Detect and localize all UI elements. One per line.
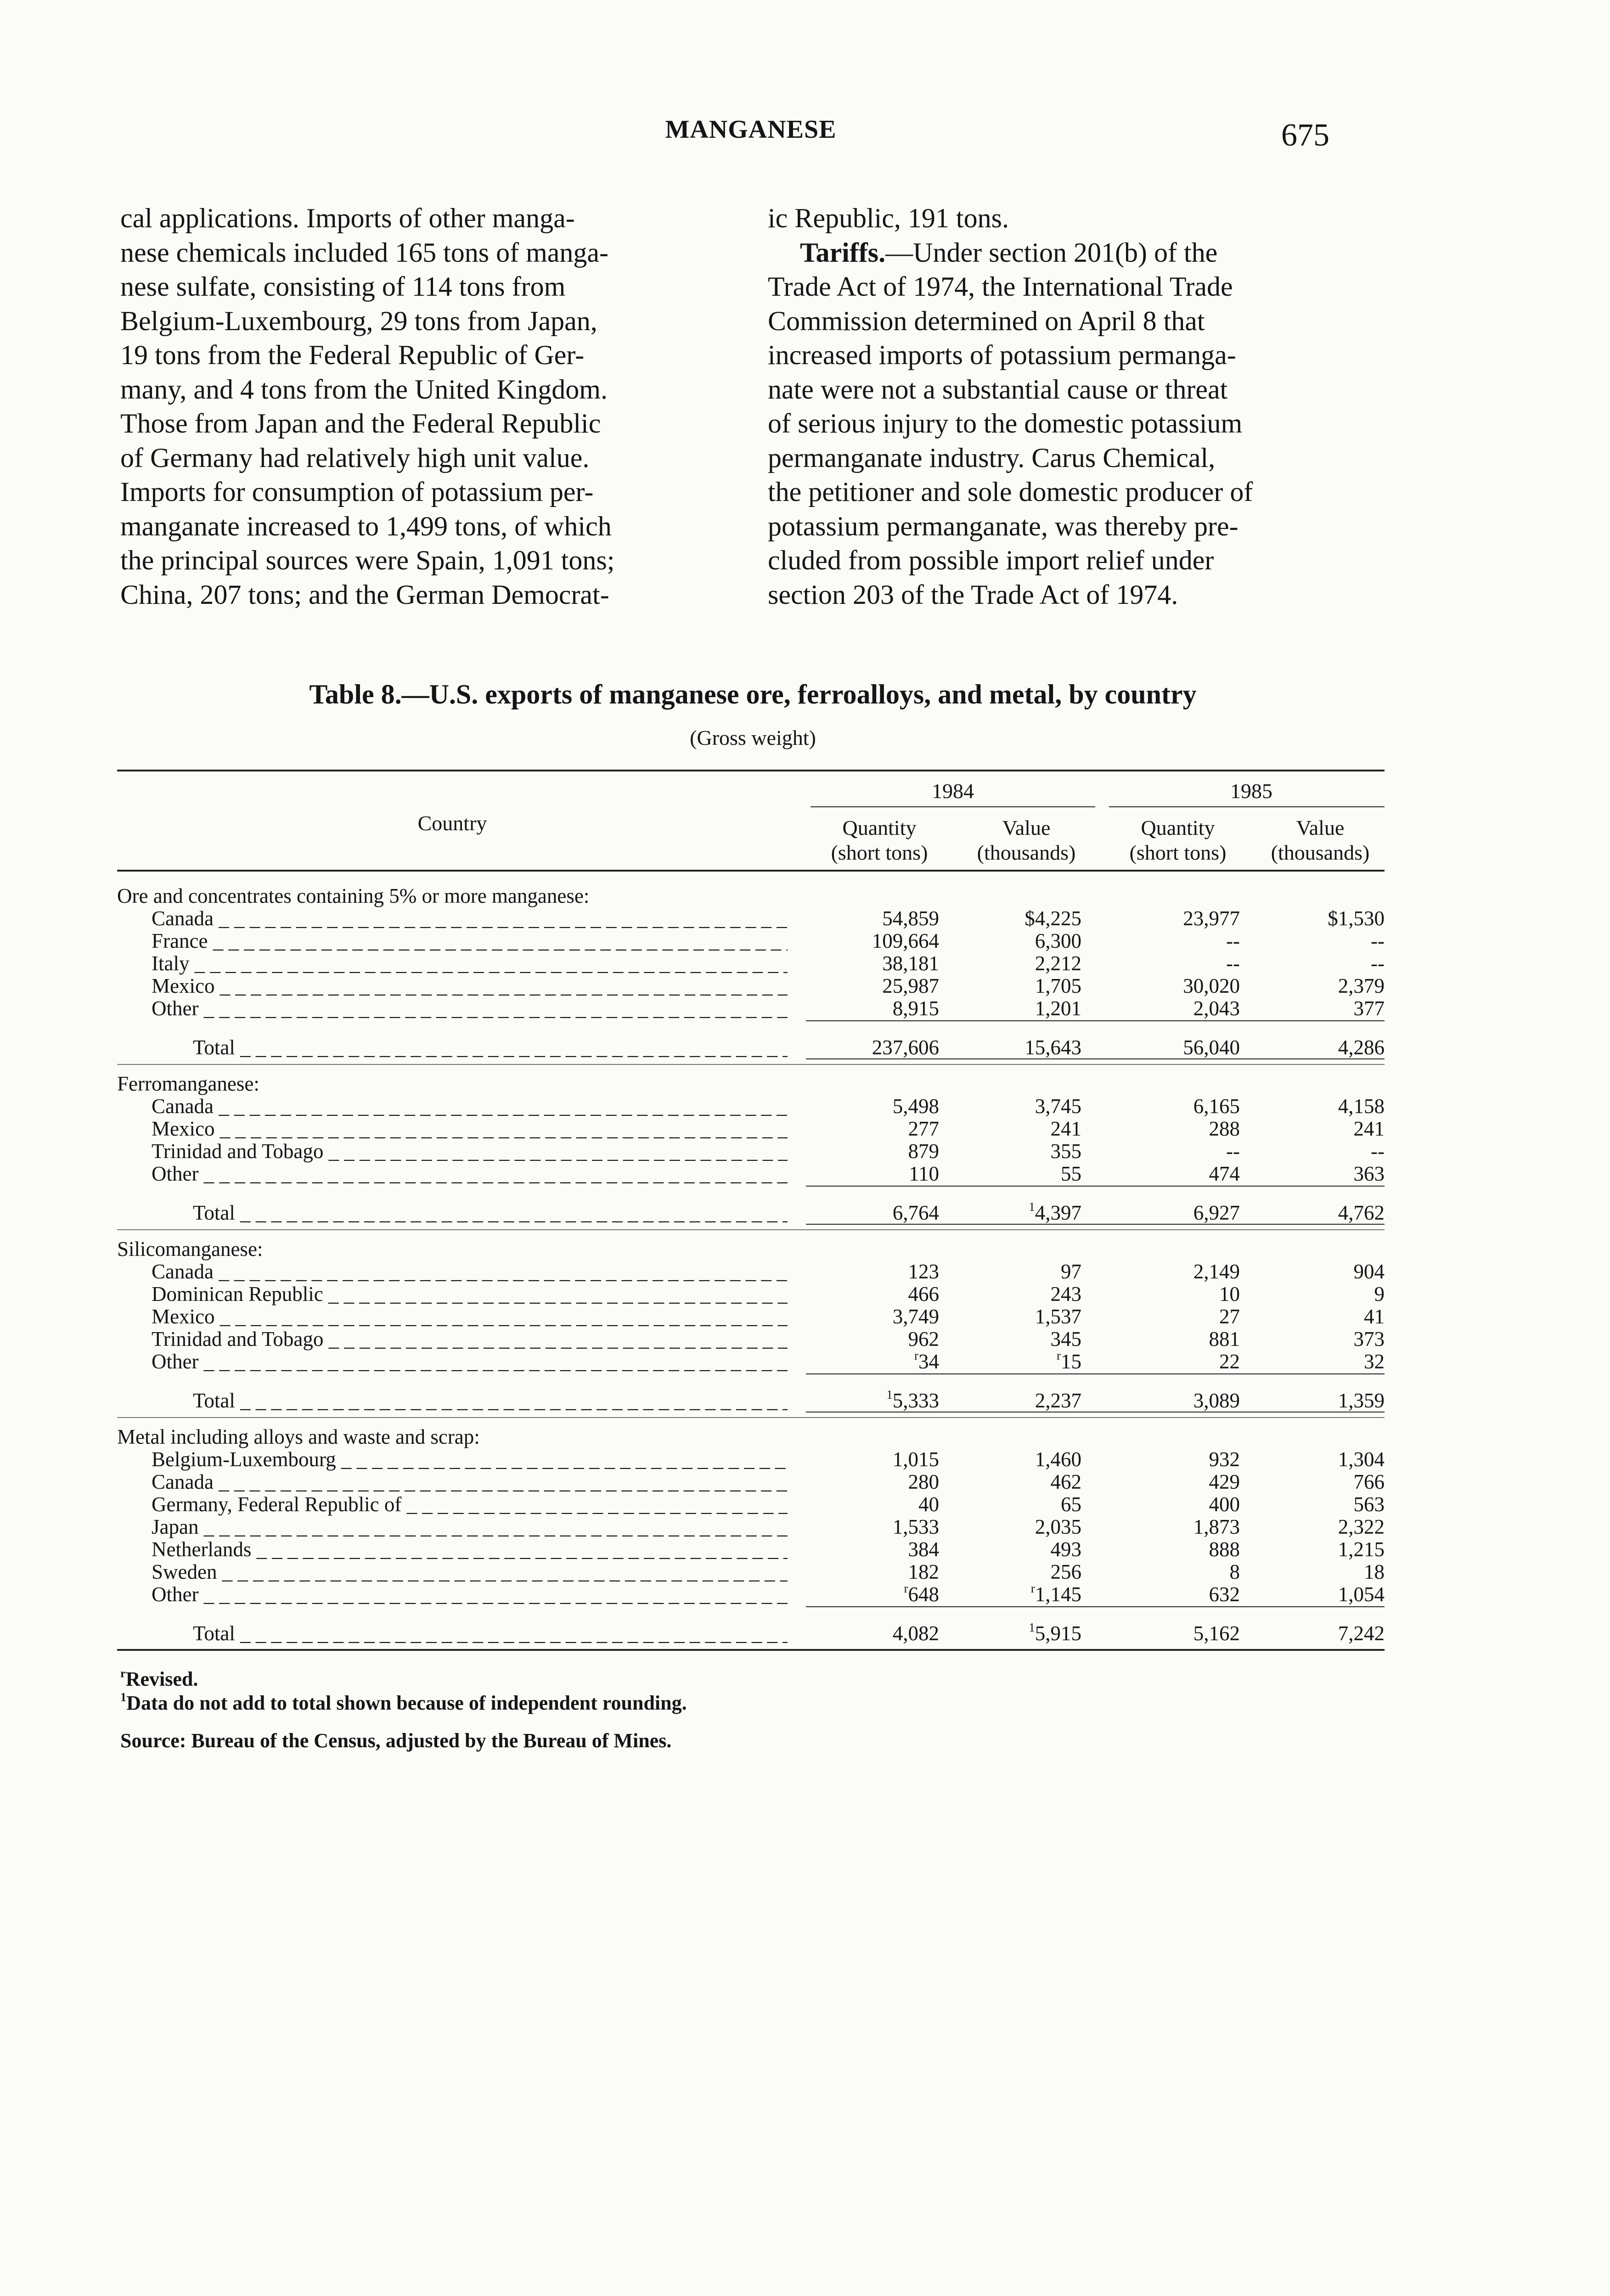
- section-heading: Ferromanganese:: [117, 1072, 259, 1095]
- value-cell: 182: [908, 1560, 939, 1583]
- country-label: Other _ _ _: [152, 1350, 788, 1373]
- right-text-line: potassium permanganate, was thereby pre-: [768, 511, 1238, 541]
- footnote-text: Revised.: [125, 1668, 198, 1690]
- value-cell: 277: [908, 1117, 939, 1140]
- table-row: [117, 1493, 1385, 1516]
- country-label: Mexico _ _ _: [152, 1117, 788, 1140]
- value-text: 4,397: [1035, 1201, 1081, 1224]
- tariffs-paragraph: [768, 236, 1384, 270]
- right-text-line: permanganate industry. Carus Chemical,: [768, 442, 1216, 473]
- value-cell: --: [1371, 929, 1385, 952]
- value-cell: 962: [908, 1328, 939, 1351]
- right-text-line: Commission determined on April 8 that: [768, 305, 1205, 336]
- country-label: Canada _ _ _: [152, 1260, 788, 1283]
- value-cell: [820, 1350, 939, 1373]
- total-label: Total _ _ _: [193, 1036, 788, 1059]
- section-heading-row: [117, 884, 1385, 907]
- value-cell: 462: [1050, 1470, 1081, 1493]
- value-cell: 9: [1374, 1283, 1385, 1306]
- section-divider-rule: [117, 1229, 1385, 1230]
- table-row: [117, 974, 1385, 997]
- footnote-text: Data do not add to total shown because of independent rounding.: [126, 1692, 687, 1714]
- total-value-cell: 7,242: [1338, 1622, 1385, 1645]
- table-row: [117, 1162, 1385, 1185]
- total-value-cell: 6,764: [892, 1201, 939, 1224]
- value-cell: 5,498: [892, 1095, 939, 1118]
- value-cell: 355: [1050, 1140, 1081, 1163]
- value-cell: 474: [1209, 1162, 1240, 1185]
- table-top-rule: [117, 770, 1385, 771]
- table-subtitle: (Gross weight): [690, 726, 816, 749]
- rule-1984: [811, 806, 1095, 807]
- header-value-1984: [957, 816, 1095, 865]
- table-row: [117, 1448, 1385, 1471]
- value-cell: 6,165: [1193, 1095, 1240, 1118]
- right-text-line: of serious injury to the domestic potassium: [768, 408, 1243, 439]
- total-value-cell: 15,643: [1025, 1036, 1081, 1059]
- value-cell: 241: [1050, 1117, 1081, 1140]
- value-cell: 27: [1219, 1305, 1240, 1328]
- footnote: [120, 1691, 687, 1715]
- value-text: 34: [918, 1350, 939, 1373]
- value-cell: 879: [908, 1140, 939, 1163]
- right-text-line: increased imports of potassium permanga-: [768, 340, 1236, 370]
- left-text-line: of Germany had relatively high unit value.: [120, 442, 590, 473]
- value-cell: 23,977: [1183, 907, 1240, 930]
- value-cell: 123: [908, 1260, 939, 1283]
- header-value-label: Value: [1002, 816, 1051, 839]
- country-label: Dominican Republic _ _ _: [152, 1283, 788, 1306]
- value-cell: 1,705: [1035, 974, 1081, 997]
- footnote-marker: r: [1057, 1349, 1061, 1363]
- value-cell: 493: [1050, 1538, 1081, 1561]
- value-cell: [962, 1350, 1081, 1373]
- value-cell: 241: [1353, 1117, 1385, 1140]
- value-cell: 1,460: [1035, 1448, 1081, 1471]
- value-text: 648: [908, 1583, 939, 1606]
- country-label: Other _ _ _: [152, 1162, 788, 1185]
- left-text-line: Belgium-Luxembourg, 29 tons from Japan,: [120, 305, 597, 336]
- value-cell: 280: [908, 1470, 939, 1493]
- country-label: France _ _ _: [152, 929, 788, 952]
- value-cell: 41: [1364, 1305, 1385, 1328]
- total-row: [117, 1036, 1385, 1059]
- value-text: 15: [1061, 1350, 1081, 1373]
- value-cell: 54,859: [882, 907, 939, 930]
- value-cell: --: [1226, 952, 1240, 975]
- table-row: [117, 1583, 1385, 1606]
- tariffs-body: [768, 270, 1384, 612]
- right-text-line: section 203 of the Trade Act of 1974.: [768, 579, 1178, 610]
- value-cell: 2,322: [1338, 1515, 1385, 1538]
- country-label: Trinidad and Tobago _ _ _: [152, 1140, 788, 1163]
- value-cell: 1,533: [892, 1515, 939, 1538]
- value-cell: 1,873: [1193, 1515, 1240, 1538]
- value-cell: $1,530: [1328, 907, 1385, 930]
- value-cell: 243: [1050, 1283, 1081, 1306]
- table-row: [117, 997, 1385, 1020]
- rule-1985: [1109, 806, 1385, 807]
- value-cell: 1,201: [1035, 997, 1081, 1020]
- total-value-cell: 4,286: [1338, 1036, 1385, 1059]
- section-heading: Silicomanganese:: [117, 1238, 263, 1261]
- section-heading-row: [117, 1072, 1385, 1095]
- right-text-line: nate were not a substantial cause or threat: [768, 374, 1228, 405]
- header-quantity-label: Quantity: [842, 816, 917, 839]
- value-cell: 2,035: [1035, 1515, 1081, 1538]
- value-cell: 2,212: [1035, 952, 1081, 975]
- value-cell: 8: [1229, 1560, 1240, 1583]
- header-year-1984: 1984: [932, 779, 974, 803]
- value-cell: 363: [1353, 1162, 1385, 1185]
- header-quantity-label: Quantity: [1141, 816, 1215, 839]
- value-text: 1,145: [1035, 1583, 1081, 1606]
- value-cell: 345: [1050, 1328, 1081, 1351]
- total-rule: [806, 1186, 1385, 1187]
- total-value-cell: 6,927: [1193, 1201, 1240, 1224]
- page-number: 675: [1281, 118, 1329, 153]
- country-label: Canada _ _ _: [152, 1470, 788, 1493]
- value-cell: --: [1371, 1140, 1385, 1163]
- value-cell: 109,664: [872, 929, 939, 952]
- total-value-cell: 2,237: [1035, 1389, 1081, 1412]
- total-value-cell: 4,762: [1338, 1201, 1385, 1224]
- header-bottom-rule: [117, 870, 1385, 872]
- value-cell: 377: [1353, 997, 1385, 1020]
- total-value-cell: 5,162: [1193, 1622, 1240, 1645]
- country-label: Germany, Federal Republic of _ _ _: [152, 1493, 788, 1516]
- value-cell: 1,054: [1338, 1583, 1385, 1606]
- table-row: [117, 1560, 1385, 1583]
- table-bottom-rule: [117, 1649, 1385, 1651]
- country-label: Italy _ _ _: [152, 952, 788, 975]
- country-label: Mexico _ _ _: [152, 974, 788, 997]
- header-quantity-unit: (short tons): [1129, 841, 1227, 864]
- value-cell: 904: [1353, 1260, 1385, 1283]
- value-cell: 3,745: [1035, 1095, 1081, 1118]
- section-divider-rule: [806, 1058, 1385, 1059]
- left-text-column: [120, 201, 731, 612]
- value-cell: 30,020: [1183, 974, 1240, 997]
- value-cell: 40: [918, 1493, 939, 1516]
- value-cell: --: [1226, 1140, 1240, 1163]
- value-cell: 429: [1209, 1470, 1240, 1493]
- value-cell: --: [1371, 952, 1385, 975]
- total-rule: [806, 1020, 1385, 1021]
- left-text-line: manganate increased to 1,499 tons, of which: [120, 511, 612, 541]
- value-cell: 18: [1364, 1560, 1385, 1583]
- header-quantity-unit: (short tons): [831, 841, 928, 864]
- right-first-line: ic Republic, 191 tons.: [768, 203, 1009, 233]
- table-row: [117, 1538, 1385, 1561]
- header-value-unit: (thousands): [1271, 841, 1370, 864]
- value-cell: [962, 1583, 1081, 1606]
- right-text-line: Trade Act of 1974, the International Trade: [768, 271, 1233, 302]
- section-heading-row: [117, 1425, 1385, 1448]
- section-divider-rule: [806, 1224, 1385, 1225]
- value-cell: 3,749: [892, 1305, 939, 1328]
- value-cell: 932: [1209, 1448, 1240, 1471]
- table-row: [117, 1328, 1385, 1351]
- table-row: [117, 907, 1385, 930]
- section-divider-rule: [117, 1064, 1385, 1065]
- value-cell: 25,987: [882, 974, 939, 997]
- value-cell: 1,215: [1338, 1538, 1385, 1561]
- table-row: [117, 1283, 1385, 1306]
- country-label: Netherlands _ _ _: [152, 1538, 788, 1561]
- footnote-marker: r: [120, 1666, 126, 1680]
- left-text-line: cal applications. Imports of other manga-: [120, 203, 575, 233]
- table-row: [117, 1515, 1385, 1538]
- total-value-cell: 4,082: [892, 1622, 939, 1645]
- section-heading-row: [117, 1238, 1385, 1261]
- table-row: [117, 1140, 1385, 1163]
- value-cell: --: [1226, 929, 1240, 952]
- value-cell: 55: [1061, 1162, 1081, 1185]
- value-cell: 563: [1353, 1493, 1385, 1516]
- value-cell: 65: [1061, 1493, 1081, 1516]
- value-cell: 10: [1219, 1283, 1240, 1306]
- total-label: Total _ _ _: [193, 1622, 788, 1645]
- left-text-line: nese chemicals included 165 tons of manga-: [120, 237, 609, 268]
- country-label: Japan _ _ _: [152, 1515, 788, 1538]
- header-value-label: Value: [1296, 816, 1345, 839]
- value-cell: 4,158: [1338, 1095, 1385, 1118]
- table-row: [117, 1305, 1385, 1328]
- value-cell: 888: [1209, 1538, 1240, 1561]
- value-cell: 288: [1209, 1117, 1240, 1140]
- header-quantity-1984: [806, 816, 953, 865]
- value-cell: 373: [1353, 1328, 1385, 1351]
- left-text-line: the principal sources were Spain, 1,091 tons;: [120, 545, 615, 575]
- total-value-cell: [820, 1389, 939, 1412]
- table-row: [117, 1470, 1385, 1493]
- value-cell: [820, 1583, 939, 1606]
- total-value-cell: [962, 1201, 1081, 1224]
- value-cell: 22: [1219, 1350, 1240, 1373]
- tariffs-dash-text: —Under section 201(b) of the: [885, 237, 1218, 268]
- value-cell: 466: [908, 1283, 939, 1306]
- section-heading: Ore and concentrates containing 5% or more manganese:: [117, 884, 590, 907]
- table-row: [117, 1117, 1385, 1140]
- right-text-column: [768, 201, 1384, 612]
- footnote: Source: Bureau of the Census, adjusted by the Bureau of Mines.: [120, 1729, 672, 1752]
- left-text-line: Those from Japan and the Federal Republic: [120, 408, 601, 439]
- total-value-cell: 237,606: [872, 1036, 939, 1059]
- value-cell: 2,149: [1193, 1260, 1240, 1283]
- footnote-marker: r: [914, 1349, 918, 1363]
- running-head: MANGANESE: [665, 115, 837, 144]
- total-rule: [806, 1373, 1385, 1374]
- country-label: Other _ _ _: [152, 1583, 788, 1606]
- tariffs-heading: Tariffs.: [800, 237, 886, 268]
- value-cell: $4,225: [1025, 907, 1081, 930]
- value-cell: 1,015: [892, 1448, 939, 1471]
- table-row: [117, 929, 1385, 952]
- total-rule: [806, 1606, 1385, 1607]
- total-value-cell: [962, 1622, 1081, 1645]
- value-cell: 384: [908, 1538, 939, 1561]
- section-divider-rule: [117, 1417, 1385, 1418]
- value-cell: 38,181: [882, 952, 939, 975]
- footnote: [120, 1667, 198, 1691]
- country-label: Trinidad and Tobago _ _ _: [152, 1328, 788, 1351]
- table-row: [117, 1350, 1385, 1373]
- total-value-cell: 1,359: [1338, 1389, 1385, 1412]
- value-cell: 8,915: [892, 997, 939, 1020]
- table-row: [117, 1095, 1385, 1118]
- footnote-marker: 1: [120, 1690, 127, 1704]
- header-year-1985: 1985: [1230, 779, 1272, 803]
- value-cell: 2,379: [1338, 974, 1385, 997]
- left-text-line: nese sulfate, consisting of 114 tons from: [120, 271, 566, 302]
- value-cell: 32: [1364, 1350, 1385, 1373]
- table-row: [117, 952, 1385, 975]
- country-label: Canada _ _ _: [152, 1095, 788, 1118]
- value-cell: 110: [909, 1162, 939, 1185]
- value-text: 5,915: [1035, 1622, 1081, 1645]
- footnote-marker: 1: [886, 1388, 893, 1402]
- right-text-line: the petitioner and sole domestic producer of: [768, 477, 1253, 507]
- value-cell: 881: [1209, 1328, 1240, 1351]
- total-value-cell: 3,089: [1193, 1389, 1240, 1412]
- header-value-1985: [1251, 816, 1389, 865]
- total-row: [117, 1201, 1385, 1224]
- footnote-marker: r: [904, 1581, 908, 1596]
- total-value-cell: 56,040: [1183, 1036, 1240, 1059]
- total-row: [117, 1389, 1385, 1412]
- country-label: Sweden _ _ _: [152, 1560, 788, 1583]
- table-row: [117, 1260, 1385, 1283]
- footnote-marker: r: [1030, 1581, 1035, 1596]
- total-label: Total _ _ _: [193, 1389, 788, 1412]
- section-heading: Metal including alloys and waste and scrap:: [117, 1425, 480, 1448]
- value-text: 5,333: [892, 1389, 939, 1412]
- value-cell: 6,300: [1035, 929, 1081, 952]
- footnote-marker: 1: [1029, 1200, 1035, 1214]
- value-cell: 1,304: [1338, 1448, 1385, 1471]
- value-cell: 1,537: [1035, 1305, 1081, 1328]
- left-text-line: 19 tons from the Federal Republic of Ger-: [120, 340, 585, 370]
- country-label: Mexico _ _ _: [152, 1305, 788, 1328]
- left-text-line: many, and 4 tons from the United Kingdom.: [120, 374, 608, 405]
- right-text-line: cluded from possible import relief under: [768, 545, 1214, 575]
- country-label: Canada _ _ _: [152, 907, 788, 930]
- footnote-marker: 1: [1029, 1621, 1035, 1635]
- country-label: Other _ _ _: [152, 997, 788, 1020]
- left-text-line: China, 207 tons; and the German Democrat-: [120, 579, 609, 610]
- value-cell: 766: [1353, 1470, 1385, 1493]
- header-value-unit: (thousands): [977, 841, 1076, 864]
- value-cell: 632: [1209, 1583, 1240, 1606]
- left-text-line: Imports for consumption of potassium per-: [120, 477, 594, 507]
- value-cell: 400: [1209, 1493, 1240, 1516]
- header-country: Country: [417, 811, 487, 835]
- country-label: Belgium-Luxembourg _ _ _: [152, 1448, 788, 1471]
- value-cell: 256: [1050, 1560, 1081, 1583]
- total-label: Total _ _ _: [193, 1201, 788, 1224]
- header-quantity-1985: [1104, 816, 1251, 865]
- table-title: Table 8.—U.S. exports of manganese ore, ferroalloys, and metal, by country: [309, 679, 1197, 709]
- value-cell: 97: [1061, 1260, 1081, 1283]
- value-cell: 2,043: [1193, 997, 1240, 1020]
- total-row: [117, 1622, 1385, 1645]
